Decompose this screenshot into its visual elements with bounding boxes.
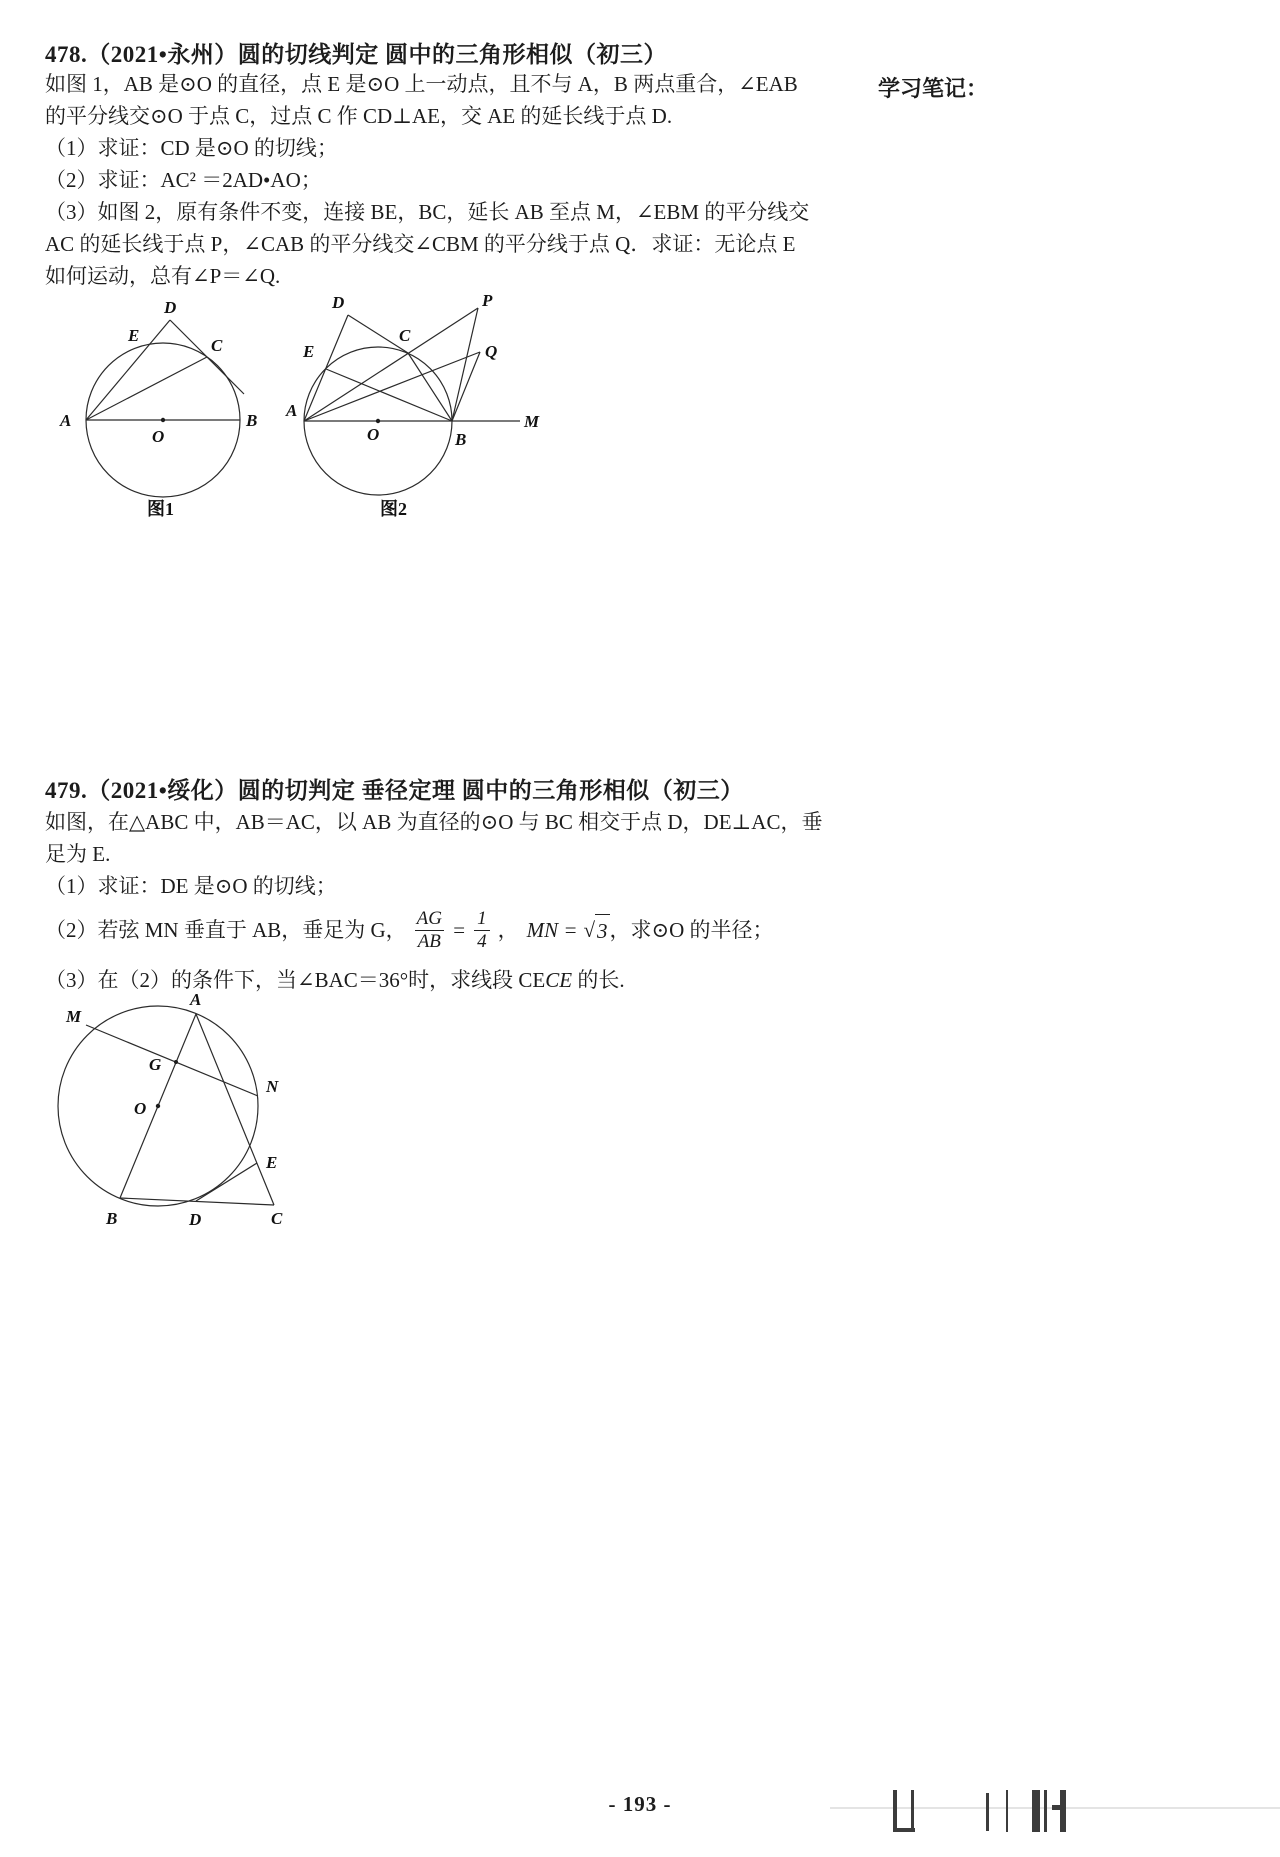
item3-text-pre: （3）在（2）的条件下，当∠BAC＝36°时，求线段 CE xyxy=(45,968,546,992)
center-dot-O xyxy=(376,419,380,423)
point-label-A: A xyxy=(190,990,202,1009)
point-label-B: B xyxy=(106,1209,118,1228)
line-AQ xyxy=(304,352,480,421)
center-dot-O xyxy=(156,1104,160,1108)
line-DC-extended xyxy=(170,320,244,394)
point-label-G: G xyxy=(149,1055,162,1074)
fraction-denominator: 4 xyxy=(474,930,490,953)
center-dot-O xyxy=(161,418,165,422)
point-label-M: M xyxy=(66,1007,82,1026)
point-label-O: O xyxy=(152,427,165,446)
item3-text-post: 的长. xyxy=(572,968,625,992)
point-label-P: P xyxy=(482,291,493,310)
line-BP xyxy=(452,308,478,421)
problem-478-title: 478.（2021•永州）圆的切线判定 圆中的三角形相似（初三） xyxy=(45,42,668,67)
item3-italic-ce: CE xyxy=(545,968,573,992)
point-label-E: E xyxy=(303,342,315,361)
text-line: 如图 1，AB 是⊙O 的直径，点 E 是⊙O 上一动点，且不与 A，B 两点重合，∠EAB xyxy=(45,72,798,96)
point-label-D: D xyxy=(332,293,345,312)
line-MN xyxy=(86,1025,258,1096)
figure-1-labels xyxy=(59,298,257,519)
figure-479 xyxy=(58,1006,274,1206)
point-label-D: D xyxy=(189,1210,202,1229)
item2-text-pre: （2）若弦 MN 垂直于 AB，垂足为 G， xyxy=(45,918,407,942)
problem-479-title: 479.（2021•绥化）圆的切判定 垂径定理 圆中的三角形相似（初三） xyxy=(45,778,744,803)
line-DE xyxy=(196,1163,257,1201)
text-line: AC 的延长线于点 P，∠CAB 的平分线交∠CBM 的平分线于点 Q．求证：无论点 E xyxy=(45,232,796,256)
point-label-C: C xyxy=(211,336,223,355)
text-line: （3）如图 2，原有条件不变，连接 BE，BC，延长 AB 至点 M，∠EBM 的平分线交 xyxy=(45,200,810,224)
mn-equation-lhs: MN = xyxy=(526,918,578,942)
point-label-Q: Q xyxy=(485,342,498,361)
point-label-A: A xyxy=(60,411,72,430)
text-line: 足为 E. xyxy=(45,842,111,866)
point-dot-G xyxy=(174,1060,178,1064)
line-AC xyxy=(86,357,207,420)
point-label-B: B xyxy=(246,411,258,430)
point-label-C: C xyxy=(399,326,411,345)
point-label-O: O xyxy=(367,425,380,444)
comma-separator: ， xyxy=(497,918,519,942)
point-label-N: N xyxy=(266,1077,279,1096)
text-line: （1）求证：DE 是⊙O 的切线； xyxy=(45,874,337,898)
figure-2-caption: 图2 xyxy=(380,499,407,519)
text-line: 的平分线交⊙O 于点 C，过点 C 作 CD⊥AE，交 AE 的延长线于点 D. xyxy=(45,104,673,128)
study-notes-label: 学习笔记： xyxy=(878,76,989,101)
point-label-B: B xyxy=(455,430,467,449)
text-line: （2）求证：AC² ＝2AD•AO； xyxy=(45,168,322,192)
point-label-E: E xyxy=(266,1153,278,1172)
point-label-O: O xyxy=(134,1099,147,1118)
text-line: （1）求证：CD 是⊙O 的切线； xyxy=(45,136,338,160)
equals-sign: = xyxy=(451,918,467,942)
fraction-numerator: 1 xyxy=(477,907,487,929)
figure-1-caption: 图1 xyxy=(147,499,174,519)
point-label-E: E xyxy=(128,326,140,345)
fraction-denominator: AB xyxy=(415,930,444,953)
page-number: - 193 - xyxy=(608,1792,672,1816)
item2-text-post: ，求⊙O 的半径； xyxy=(609,918,774,942)
radicand: 3 xyxy=(595,914,610,947)
figure-2 xyxy=(304,308,520,495)
text-line: 如图，在△ABC 中，AB＝AC，以 AB 为直径的⊙O 与 BC 相交于点 D，DE⊥AC，垂 xyxy=(45,810,823,834)
line-BC xyxy=(120,1198,274,1205)
line-BC xyxy=(408,353,452,421)
line-AD xyxy=(304,315,348,421)
point-label-C: C xyxy=(271,1209,283,1228)
point-label-A: A xyxy=(286,401,298,420)
text-line: 如何运动，总有∠P＝∠Q. xyxy=(45,264,281,288)
point-label-D: D xyxy=(164,298,177,317)
fraction-numerator: AG xyxy=(416,907,442,929)
point-label-M: M xyxy=(524,412,540,431)
radical-sign: √ xyxy=(583,918,596,942)
